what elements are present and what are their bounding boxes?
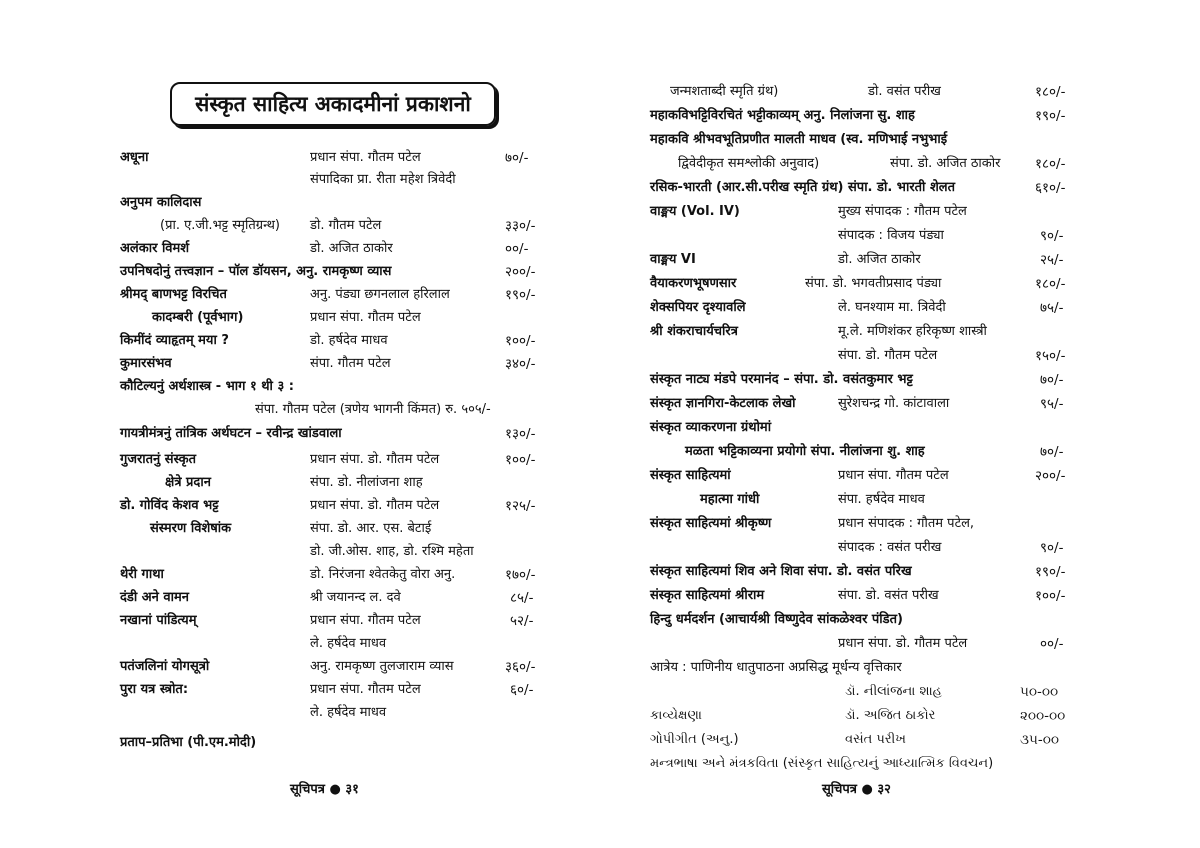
book-title: शेक्सपियर दृश्यावलि — [650, 300, 746, 315]
book-price: १८०/- — [1035, 84, 1066, 100]
book-author: ले. घनश्याम मा. त्रिवेदी — [838, 300, 946, 315]
book-title: अलंकार विमर्श — [120, 241, 190, 256]
book-title: वाङ्मय (Vol. IV) — [650, 204, 740, 219]
book-author: डो. गौतम पटेल — [310, 218, 382, 233]
book-author: संपा. गौतम पटेल (त्रणेय भागनी किंमत) रु. ५०५/- — [255, 402, 491, 417]
book-title: थेरी गाथा — [120, 567, 164, 582]
book-author: संपा. हर्षदेव माधव — [838, 492, 925, 507]
book-subtitle: मळता भट्टिकाव्यना प्रयोगो संपा. नीलांजना शु. शाह — [685, 444, 925, 459]
book-title: ગોપીગીત (અનુ.) — [650, 732, 739, 747]
book-author: डो. वसंत परीख — [868, 84, 941, 99]
book-author: मू.ले. मणिशंकर हरिकृष्ण शास्त्री — [838, 324, 987, 339]
book-title: पतंजलिनां योगसूत्रो — [120, 659, 210, 674]
book-title: महाकवि श्रीभवभूतिप्रणीत मालती माधव (स्व. मणिभाई नभुभाई — [650, 132, 948, 147]
book-title: किमींदं व्याहृतम् मया ? — [120, 333, 229, 348]
book-price: २००/- — [505, 264, 536, 280]
book-price: ३३०/- — [505, 218, 536, 234]
book-subtitle: महात्मा गांधी — [700, 492, 760, 507]
book-author: सुरेशचन्द्र गो. कांटावाला — [838, 396, 950, 411]
book-price: ९०/- — [1040, 228, 1064, 244]
book-author: संपादक : वसंत परीख — [838, 540, 942, 555]
book-author: प्रधान संपा. गौतम पटेल — [838, 468, 949, 483]
book-price: १८०/- — [1035, 156, 1066, 172]
book-title: वैयाकरणभूषणसार — [650, 276, 737, 291]
book-author: डो. अजित ठाकोर — [838, 252, 921, 267]
book-author: प्रधान संपा. डो. गौतम पटेल — [310, 452, 440, 467]
book-title: वाङ्मय VI — [650, 252, 696, 267]
book-title: श्री शंकराचार्यचरित्र — [650, 324, 738, 339]
book-title: संस्कृत व्याकरणना ग्रंथोमां — [650, 420, 772, 435]
book-title: कुमारसंभव — [120, 356, 172, 371]
book-price: ५२/- — [510, 613, 534, 629]
book-title: કાવ્યેક્ષણા — [650, 708, 702, 723]
book-price: १८०/- — [1035, 276, 1066, 292]
book-price: ૨૦૦-૦૦ — [1020, 708, 1066, 724]
page-number-footer: सूचिपत्र ● ३२ — [822, 782, 891, 797]
book-price: ६१०/- — [1035, 180, 1066, 196]
book-price: २५/- — [1040, 252, 1064, 268]
book-title: पुरा यत्र स्त्रोत: — [120, 682, 189, 697]
book-title: हिन्दु धर्मदर्शन (आचार्यश्री विष्णुदेव सांकळेश्वर पंडित) — [650, 612, 903, 627]
book-price: १५०/- — [1035, 348, 1066, 364]
book-title: दंडी अने वामन — [120, 590, 190, 605]
book-price: १२५/- — [505, 498, 536, 514]
book-author: अनु. पंड्या छगनलाल हरिलाल — [310, 287, 450, 302]
book-author: श्री जयानन्द ल. दवे — [310, 590, 401, 605]
book-title: संस्कृत साहित्यमां शिव अने शिवा संपा. डो. वसंत परिख — [650, 564, 912, 579]
book-price: १००/- — [505, 333, 536, 349]
book-author: संपा. डो. भगवतीप्रसाद पंड्या — [805, 276, 942, 291]
book-author: संपा. डो. आर. एस. बेटाई — [310, 521, 432, 536]
book-title: संस्कृत ज्ञानगिरा-केटलाक लेखो — [650, 396, 796, 411]
book-title: संस्कृत साहित्यमां — [650, 468, 731, 483]
book-author: संपा. डो. वसंत परीख — [838, 588, 939, 603]
book-author: प्रधान संपा. गौतम पटेल — [310, 310, 421, 325]
book-title: नखानां पांडित्यम् — [120, 613, 197, 628]
book-author: डो. निरंजना श्वेतकेतु वोरा अनु. — [310, 567, 456, 582]
book-title: गुजरातनुं संस्कृत — [120, 452, 197, 467]
book-author: प्रधान संपा. गौतम पटेल — [310, 682, 421, 697]
book-subtitle: द्विवेदीकृत समश्लोकी अनुवाद) — [678, 156, 820, 171]
book-price: ૩૫-૦૦ — [1020, 732, 1059, 748]
book-author: संपा. गौतम पटेल — [310, 356, 391, 371]
book-price: १७०/- — [505, 567, 536, 583]
book-author: प्रधान संपा. डो. गौतम पटेल — [838, 636, 968, 651]
book-subtitle: क्षेत्रे प्रदान — [165, 475, 211, 490]
book-subtitle: जन्मशताब्दी स्मृति ग्रंथ) — [670, 84, 779, 99]
book-price: १९०/- — [505, 287, 536, 303]
book-author: ડૉ. અજિત ઠાકોર — [845, 708, 936, 723]
book-author: प्रधान संपा. डो. गौतम पटेल — [310, 498, 440, 513]
book-title: आत्रेय : पाणिनीय धातुपाठना अप्रसिद्ध मूर्धन्य वृत्तिकार — [650, 660, 902, 675]
book-price: १००/- — [505, 452, 536, 468]
book-price: १९०/- — [1035, 108, 1066, 124]
book-author: अनु. रामकृष्ण तुलजाराम व्यास — [310, 659, 454, 674]
book-title: गायत्रीमंत्रनुं तांत्रिक अर्थघटन – रवीन्द्र खांडवाला — [120, 426, 342, 441]
book-author: संपा. डो. गौतम पटेल — [838, 348, 938, 363]
book-price: १००/- — [1035, 588, 1066, 604]
book-price: ७०/- — [1040, 444, 1064, 460]
book-price: ३४०/- — [505, 356, 536, 372]
book-title: रसिक-भारती (आर.सी.परीख स्मृति ग्रंथ) संपा. डो. भारती शेलत — [650, 180, 956, 195]
book-title: कौटिल्यनुं अर्थशास्त्र - भाग १ थी ३ : — [120, 379, 294, 394]
book-title: संस्कृत साहित्यमां श्रीकृष्ण — [650, 516, 772, 531]
book-author: संपा. डो. अजित ठाकोर — [890, 156, 1001, 171]
book-price: ९०/- — [1040, 540, 1064, 556]
book-subtitle: संस्मरण विशेषांक — [150, 521, 232, 536]
book-price: १३०/- — [505, 426, 536, 442]
book-subtitle: (प्रा. ए.जी.भट्ट स्मृतिग्रन्थ) — [160, 218, 280, 233]
book-author: मुख्य संपादक : गौतम पटेल — [838, 204, 967, 219]
book-author: प्रधान संपा. गौतम पटेल — [310, 150, 421, 165]
book-title: संस्कृत साहित्यमां श्रीराम — [650, 588, 765, 603]
right-page — [600, 0, 1200, 848]
book-title: महाकविभट्टिविरचितं भट्टीकाव्यम् अनु. निलांजना सु. शाह — [650, 108, 915, 123]
book-author: ले. हर्षदेव माधव — [310, 636, 387, 651]
book-title: अनुपम कालिदास — [120, 195, 202, 210]
page-number-footer: सूचिपत्र ● ३१ — [290, 782, 359, 797]
book-author: संपादक : विजय पंड्या — [838, 228, 944, 243]
book-author: प्रधान संपादक : गौतम पटेल, — [838, 516, 975, 531]
catalog-title: संस्कृत साहित्य अकादमीनां प्रकाशनो — [170, 82, 496, 126]
book-author: संपादिका प्रा. रीता महेश त्रिवेदी — [310, 172, 456, 187]
book-price: ९५/- — [1040, 396, 1064, 412]
book-price: ३६०/- — [505, 659, 536, 675]
book-author: ले. हर्षदेव माधव — [310, 705, 387, 720]
book-title: उपनिषदोनुं तत्त्वज्ञान – पॉल डॉयसन, अनु. रामकृष्ण व्यास — [120, 264, 392, 279]
book-price: ००/- — [1040, 636, 1064, 652]
book-price: ६०/- — [510, 682, 534, 698]
book-title: डो. गोविंद केशव भट्ट — [120, 498, 219, 513]
book-title: अधूना — [120, 150, 149, 165]
book-price: ७५/- — [1040, 300, 1064, 316]
book-price: २००/- — [1035, 468, 1066, 484]
book-author: डो. अजित ठाकोर — [310, 241, 393, 256]
book-price: ૫૦-૦૦ — [1020, 684, 1059, 700]
book-price: ८५/- — [510, 590, 534, 606]
book-author: डो. हर्षदेव माधव — [310, 333, 388, 348]
book-author: संपा. डो. नीलांजना शाह — [310, 475, 423, 490]
book-price: १९०/- — [1035, 564, 1066, 580]
book-author: વસંત પરીખ — [845, 732, 906, 747]
book-subtitle: कादम्बरी (पूर्वभाग) — [152, 310, 244, 325]
book-price: ७०/- — [505, 150, 529, 166]
book-title: प्रताप–प्रतिभा (पी.एम.मोदी) — [120, 735, 257, 750]
book-title: संस्कृत नाट्य मंडपे परमानंद – संपा. डो. वसंतकुमार भट्ट — [650, 372, 913, 387]
book-price: ७०/- — [1040, 372, 1064, 388]
book-title: મન્ત્રભાષા અને મંત્રકવિતા (સંસ્કૃત સાહિત્યનું આધ્યાત્મિક વિવચન) — [650, 756, 994, 771]
book-price: ००/- — [505, 241, 529, 257]
book-author: डो. जी.ओस. शाह, डो. रश्मि महेता — [310, 544, 474, 559]
book-author: ડૉ. નીલાંજના શાહ — [845, 684, 942, 699]
book-title: श्रीमद् बाणभट्ट विरचित — [120, 287, 227, 302]
book-author: प्रधान संपा. गौतम पटेल — [310, 613, 421, 628]
